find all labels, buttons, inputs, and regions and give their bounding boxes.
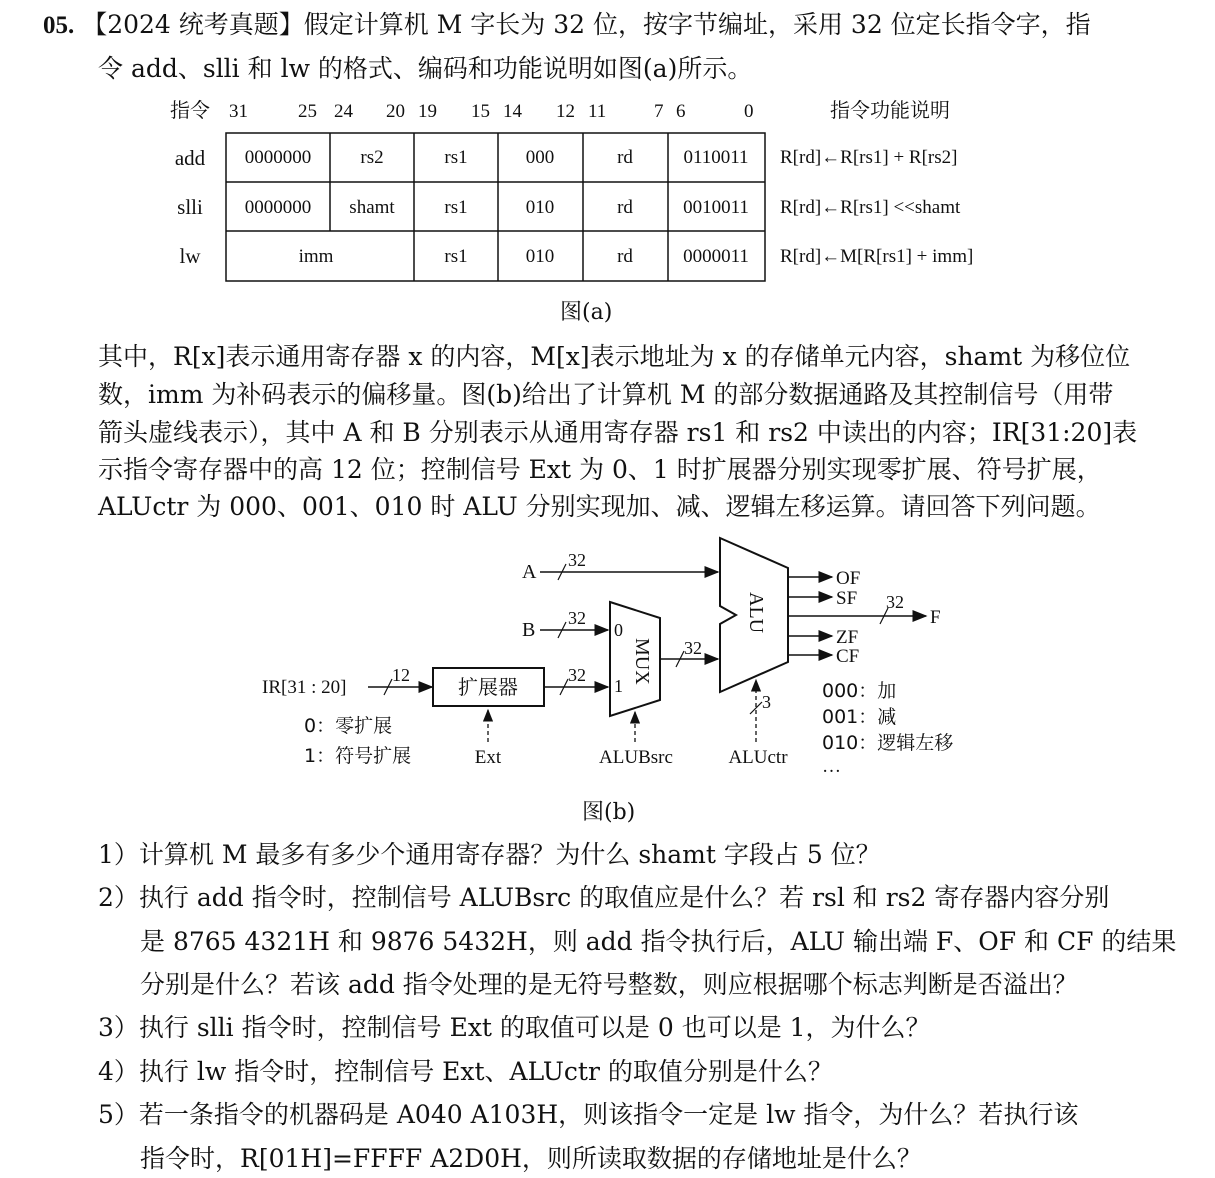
cell: rs2 bbox=[360, 147, 384, 168]
question-5-line1: 5）若一条指令的机器码是 A040 A103H，则该指令一定是 lw 指令，为什么？若执行该 bbox=[98, 1100, 1079, 1129]
row-desc: R[rd]←R[rs1] <<shamt bbox=[780, 197, 961, 218]
body-line: 箭头虚线表示），其中 A 和 B 分别表示从通用寄存器 rs1 和 rs2 中读出的内容；IR[31:20]表 bbox=[98, 418, 1138, 447]
figure-a-caption: 图(a) bbox=[560, 300, 613, 325]
datapath-diagram bbox=[0, 530, 1215, 790]
question-2-line3: 分别是什么？若该 add 指令处理的是无符号整数，则应根据哪个标志判断是否溢出？ bbox=[140, 970, 1078, 999]
flag-label: ZF bbox=[836, 627, 859, 648]
row-name: lw bbox=[179, 244, 201, 268]
cell: 0000000 bbox=[244, 197, 312, 218]
bit-label: 31 bbox=[229, 101, 248, 122]
row-desc: R[rd]←M[R[rs1] + imm] bbox=[780, 246, 974, 267]
cell: rs1 bbox=[444, 197, 468, 218]
width-label: 32 bbox=[684, 638, 702, 658]
question-3: 3）执行 slli 指令时，控制信号 Ext 的取值可以是 0 也可以是 1，为什么？ bbox=[98, 1013, 931, 1042]
cell: rd bbox=[617, 147, 633, 168]
flag-label: SF bbox=[836, 588, 858, 609]
question-intro-line2: 令 add、slli 和 lw 的格式、编码和功能说明如图(a)所示。 bbox=[98, 54, 753, 83]
body-line: 示指令寄存器中的高 12 位；控制信号 Ext 为 0、1 时扩展器分别实现零扩展、符号扩展， bbox=[98, 455, 1102, 484]
ext-signal-label: Ext bbox=[474, 747, 502, 768]
mux-in0-label: 0 bbox=[614, 620, 623, 640]
ext-note-1: 1：符号扩展 bbox=[304, 745, 412, 767]
bit-label: 14 bbox=[503, 101, 522, 122]
mux-in1-label: 1 bbox=[614, 676, 623, 696]
aluctr-note: 000：加 bbox=[822, 680, 897, 702]
bit-label: 24 bbox=[334, 101, 353, 122]
question-1: 1）计算机 M 最多有多少个通用寄存器？为什么 shamt 字段占 5 位？ bbox=[98, 840, 881, 869]
flag-label: CF bbox=[836, 646, 860, 667]
aluctr-signal-label: ALUctr bbox=[728, 747, 788, 768]
cell: shamt bbox=[349, 197, 395, 218]
table-row-lw bbox=[180, 244, 974, 268]
alubsrc-signal-label: ALUBsrc bbox=[599, 747, 673, 768]
width-label: 3 bbox=[762, 692, 771, 712]
bit-label: 7 bbox=[654, 101, 664, 122]
question-intro-text: 【2024 统考真题】假定计算机 M 字长为 32 位，按字节编址，采用 32 位定长指令字，指 bbox=[82, 10, 1091, 39]
ext-note-0: 0：零扩展 bbox=[304, 715, 393, 737]
body-line: 数，imm 为补码表示的偏移量。图(b)给出了计算机 M 的部分数据通路及其控制信号（用带 bbox=[98, 380, 1114, 409]
cell: 0000000 bbox=[244, 147, 312, 168]
table-header-label: 指令 bbox=[170, 98, 210, 122]
width-label: 32 bbox=[568, 665, 586, 685]
cell: rd bbox=[617, 197, 633, 218]
cell: 0000011 bbox=[683, 246, 749, 267]
row-desc: R[rd]←R[rs1] + R[rs2] bbox=[780, 147, 958, 168]
cell: 0010011 bbox=[683, 197, 749, 218]
bit-labels bbox=[229, 101, 754, 122]
mux-label: MUX bbox=[631, 638, 653, 685]
width-label: 32 bbox=[886, 592, 904, 612]
label-B: B bbox=[522, 619, 536, 641]
bit-label: 25 bbox=[298, 101, 317, 122]
cell: rs1 bbox=[444, 147, 468, 168]
cell: 010 bbox=[525, 197, 555, 218]
cell: 010 bbox=[525, 246, 555, 267]
width-label: 32 bbox=[568, 550, 586, 570]
cell: 000 bbox=[525, 147, 555, 168]
question-2-line2: 是 8765 4321H 和 9876 5432H，则 add 指令执行后，ALU 输出端 F、OF 和 CF 的结果 bbox=[140, 927, 1177, 956]
body-line: 其中，R[x]表示通用寄存器 x 的内容，M[x]表示地址为 x 的存储单元内容，shamt 为移位位 bbox=[98, 342, 1131, 371]
question-5-line2: 指令时，R[01H]=FFFF A2D0H，则所读取数据的存储地址是什么？ bbox=[140, 1144, 922, 1173]
table-row-slli bbox=[177, 195, 961, 219]
bit-label: 19 bbox=[418, 101, 437, 122]
bit-label: 6 bbox=[676, 101, 686, 122]
cell: rd bbox=[617, 246, 633, 267]
aluctr-note: 001：减 bbox=[822, 706, 897, 728]
bit-label: 20 bbox=[386, 101, 405, 122]
ir-label: IR[31 : 20] bbox=[262, 677, 347, 698]
table-row-add bbox=[175, 146, 958, 170]
bit-label: 15 bbox=[471, 101, 490, 122]
cell: imm bbox=[298, 246, 334, 267]
output-F-label: F bbox=[930, 607, 941, 628]
question-number: 05. bbox=[43, 12, 75, 39]
figure-b-caption: 图(b) bbox=[582, 800, 636, 825]
alu-label: ALU bbox=[745, 592, 767, 634]
bit-label: 12 bbox=[556, 101, 575, 122]
width-label: 32 bbox=[568, 608, 586, 628]
cell: 0110011 bbox=[683, 147, 749, 168]
aluctr-note: 010：逻辑左移 bbox=[822, 732, 954, 754]
bit-label: 11 bbox=[588, 101, 607, 122]
row-name: add bbox=[174, 146, 206, 170]
bit-label: 0 bbox=[744, 101, 754, 122]
instruction-format-table bbox=[0, 90, 1215, 320]
label-A: A bbox=[522, 561, 537, 583]
row-name: slli bbox=[177, 195, 203, 219]
flag-label: OF bbox=[836, 568, 861, 589]
body-line: ALUctr 为 000、001、010 时 ALU 分别实现加、减、逻辑左移运算。请回答下列问题。 bbox=[98, 492, 1101, 521]
function-header: 指令功能说明 bbox=[830, 98, 950, 122]
question-2-line1: 2）执行 add 指令时，控制信号 ALUBsrc 的取值应是什么？若 rsl 和 rs2 寄存器内容分别 bbox=[98, 883, 1110, 912]
aluctr-note: … bbox=[822, 756, 841, 777]
question-4: 4）执行 lw 指令时，控制信号 Ext、ALUctr 的取值分别是什么？ bbox=[98, 1057, 833, 1086]
cell: rs1 bbox=[444, 246, 468, 267]
extender-label: 扩展器 bbox=[458, 675, 518, 699]
width-label: 12 bbox=[392, 665, 410, 685]
question-intro-line1 bbox=[43, 10, 1091, 41]
